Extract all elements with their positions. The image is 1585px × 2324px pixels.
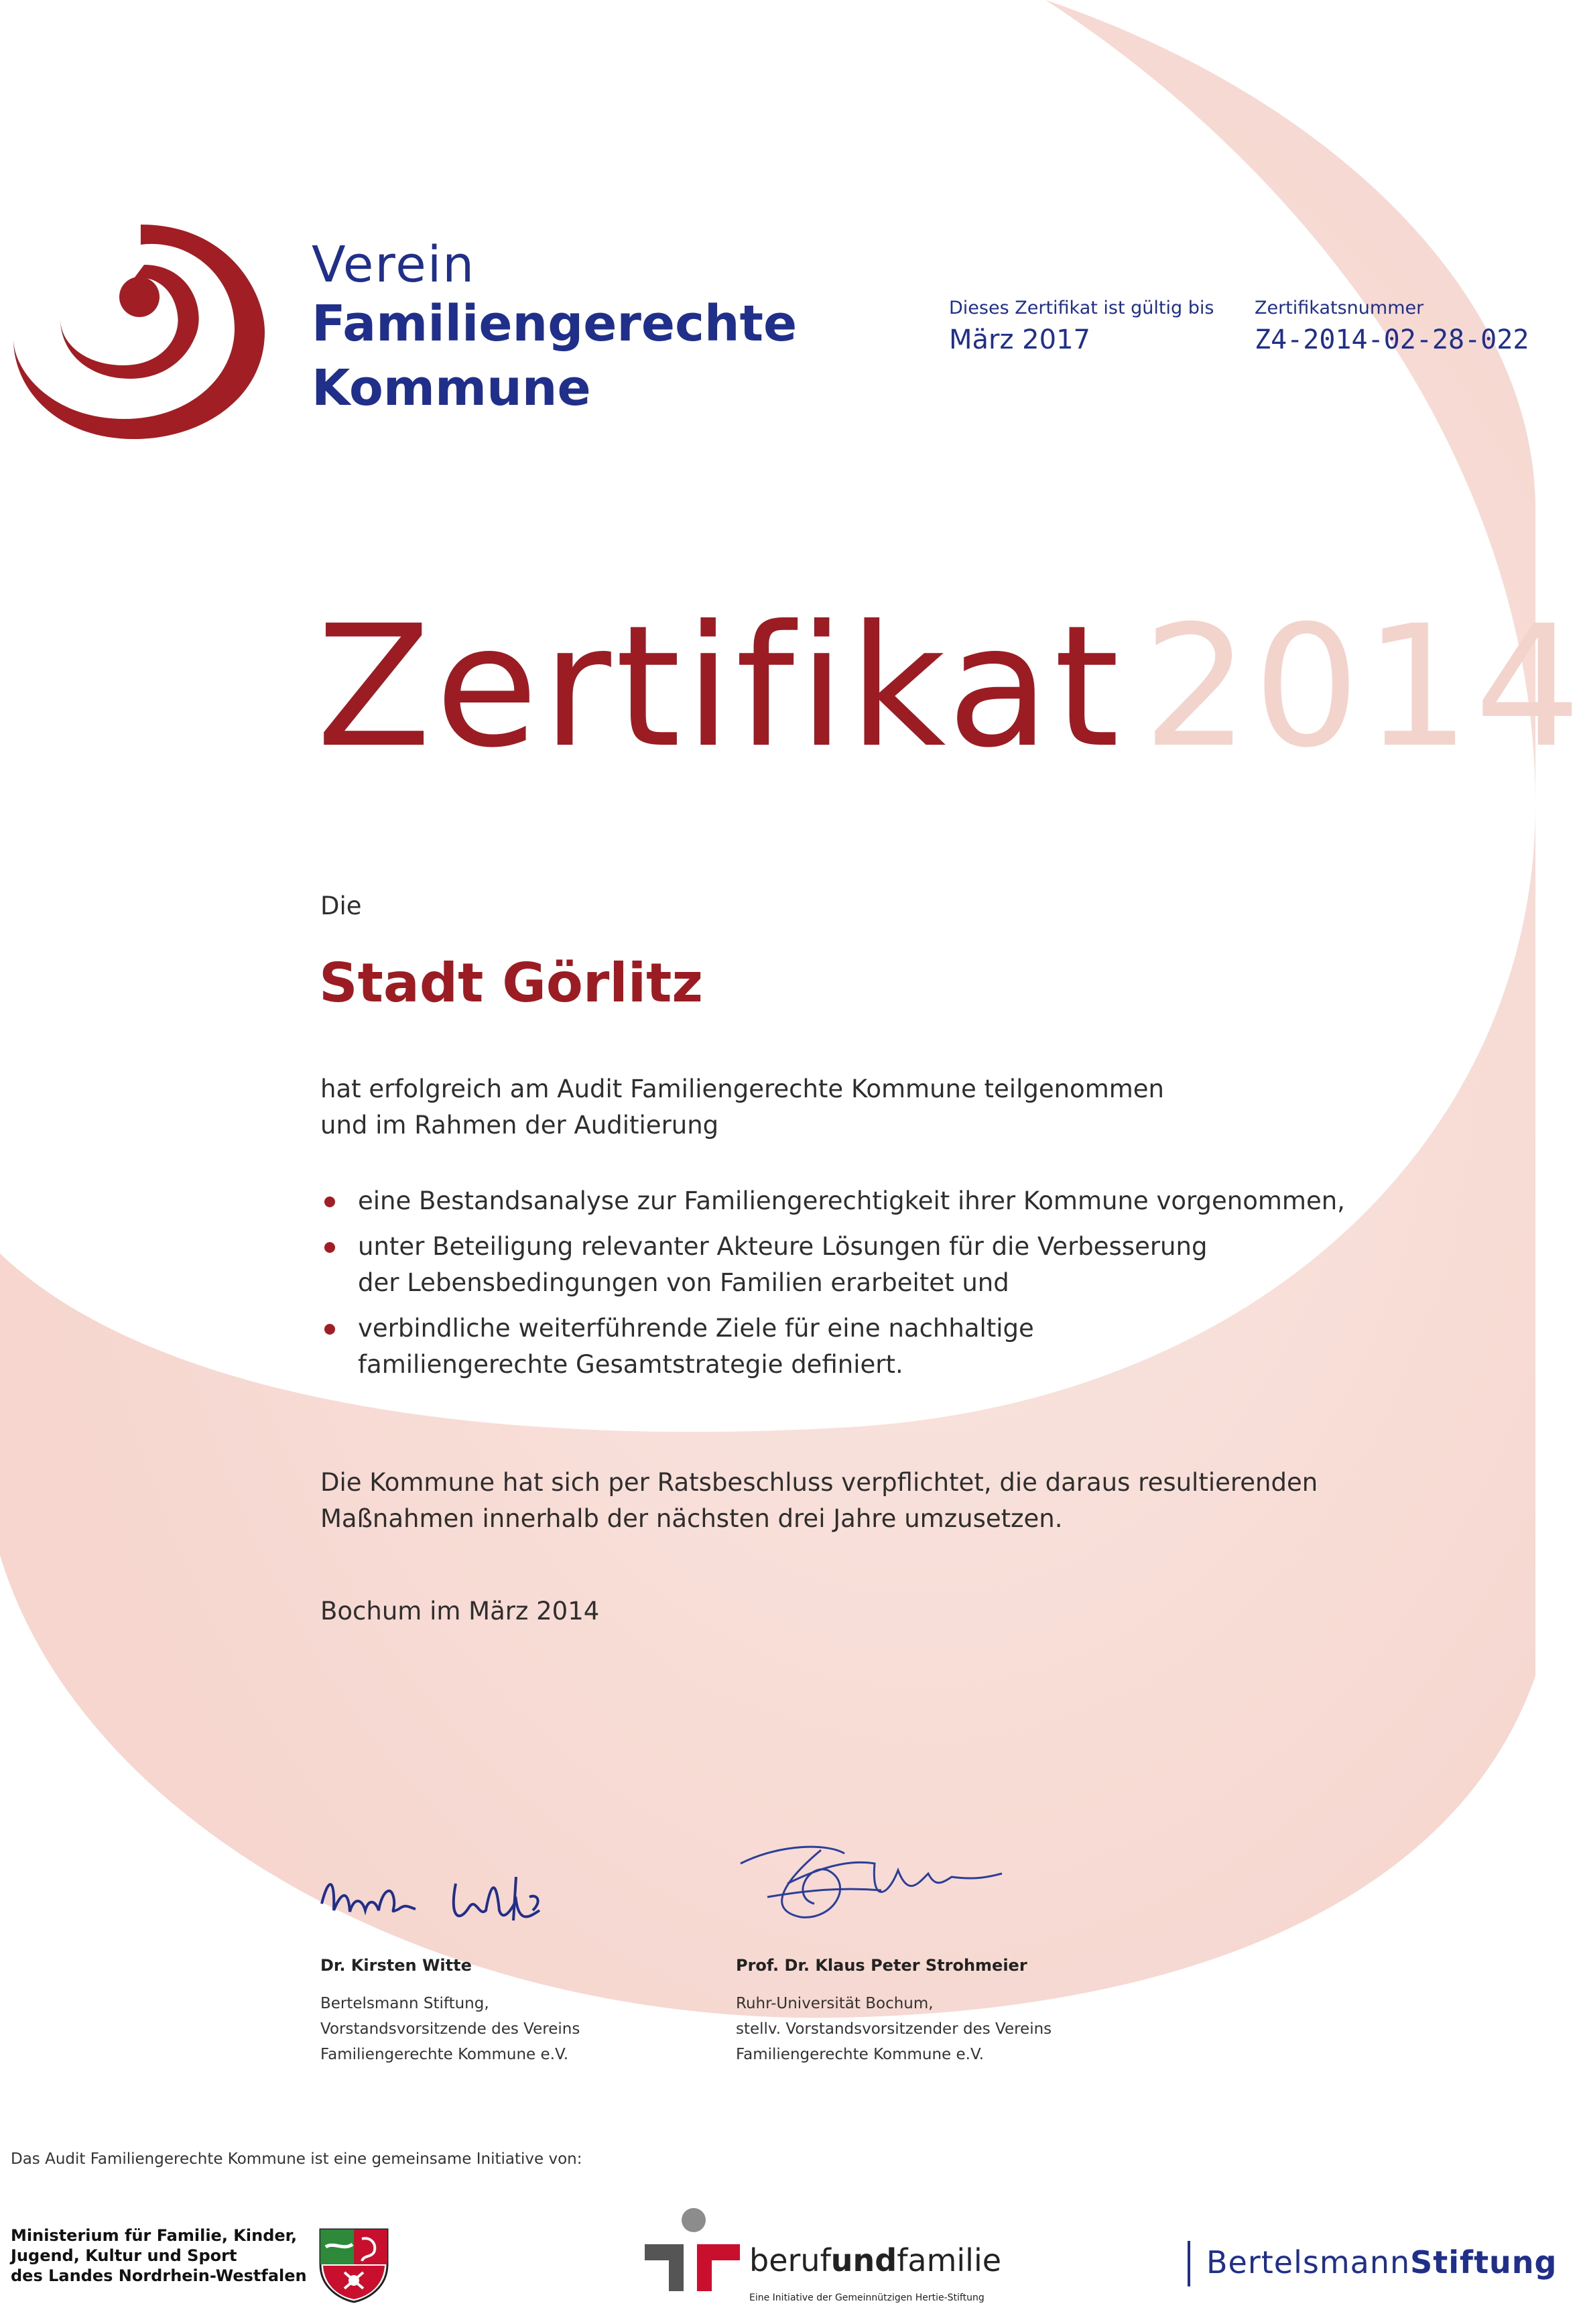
initiative-note: Das Audit Familiengerechte Kommune ist eine gemeinsame Initiative von: [11, 2150, 582, 2168]
brand-name-line2: Familiengerechte [312, 295, 798, 353]
list-item-text: unter Beteiligung relevanter Akteure Lösungen für die Verbesserung der Lebensbedingungen von Familien erarbeitet und [358, 1232, 1208, 1297]
signer-2-name: Prof. Dr. Klaus Peter Strohmeier [736, 1956, 1027, 1975]
buf-prefix: beruf [749, 2242, 831, 2278]
recipient-name: Stadt Görlitz [319, 952, 703, 1014]
bullet-icon [324, 1324, 335, 1335]
certificate-title: Zertifikat [316, 589, 1124, 784]
paragraph-2-line-2: Maßnahmen innerhalb der nächsten drei Jahre umzusetzen. [320, 1504, 1063, 1533]
list-item-text: eine Bestandsanalyse zur Familiengerechtigkeit ihrer Kommune vorgenommen, [358, 1186, 1345, 1215]
intro-text: Die [320, 892, 362, 920]
brand-name-line3: Kommune [312, 359, 591, 417]
signer-1-role: Bertelsmann Stiftung, Vorstandsvorsitzende des Vereins Familiengerechte Kommune e.V. [320, 1995, 580, 2063]
verein-logo-icon [7, 218, 275, 446]
certificate-number-value: Z4-2014-02-28-022 [1255, 324, 1529, 355]
certificate-year: 2014 [1143, 589, 1585, 784]
paragraph-1-line-2: und im Rahmen der Auditierung [320, 1111, 719, 1140]
validity-label: Dieses Zertifikat ist gültig bis [949, 298, 1214, 318]
buf-suffix: familie [897, 2242, 1002, 2278]
list-item-text: verbindliche weiterführende Ziele für eine nachhaltige familiengerechte Gesamtstrategie definiert. [358, 1314, 1034, 1379]
achievement-list [320, 1183, 1366, 1392]
list-item [320, 1310, 1366, 1383]
bertelsmann-wordmark [1206, 2244, 1557, 2280]
bullet-icon [324, 1242, 335, 1253]
berufundfamilie-logo-icon [643, 2205, 744, 2299]
list-item [320, 1183, 1366, 1219]
buf-mid: und [830, 2242, 897, 2278]
signature-strohmeier [727, 1823, 1009, 1937]
bs-right: Stiftung [1410, 2244, 1558, 2280]
bs-left: Bertelsmann [1206, 2244, 1411, 2280]
ministry-name: Ministerium für Familie, Kinder, Jugend, Kultur und Sport des Landes Nordrhein-Westfalen [11, 2226, 307, 2285]
place-and-date: Bochum im März 2014 [320, 1597, 600, 1626]
certificate-number-label: Zertifikatsnummer [1255, 298, 1424, 318]
berufundfamilie-tagline: Eine Initiative der Gemeinnützigen Hertie-Stiftung [749, 2292, 985, 2303]
signer-1-name: Dr. Kirsten Witte [320, 1956, 472, 1975]
signer-2-role: Ruhr-Universität Bochum, stellv. Vorstandsvorsitzender des Vereins Familiengerechte Kommune e.V. [736, 1995, 1052, 2063]
paragraph-1-line-1: hat erfolgreich am Audit Familiengerechte Kommune teilgenommen [320, 1075, 1164, 1103]
paragraph-2-line-1: Die Kommune hat sich per Ratsbeschluss verpflichtet, die daraus resultierenden [320, 1468, 1318, 1497]
validity-value: März 2017 [949, 324, 1090, 355]
bertelsmann-divider [1188, 2241, 1190, 2286]
signature-witte [315, 1837, 596, 1944]
bullet-icon [324, 1197, 335, 1207]
list-item [320, 1229, 1366, 1301]
berufundfamilie-wordmark [749, 2242, 1001, 2278]
nrw-crest-icon [314, 2224, 394, 2305]
brand-name-line1: Verein [312, 236, 476, 294]
